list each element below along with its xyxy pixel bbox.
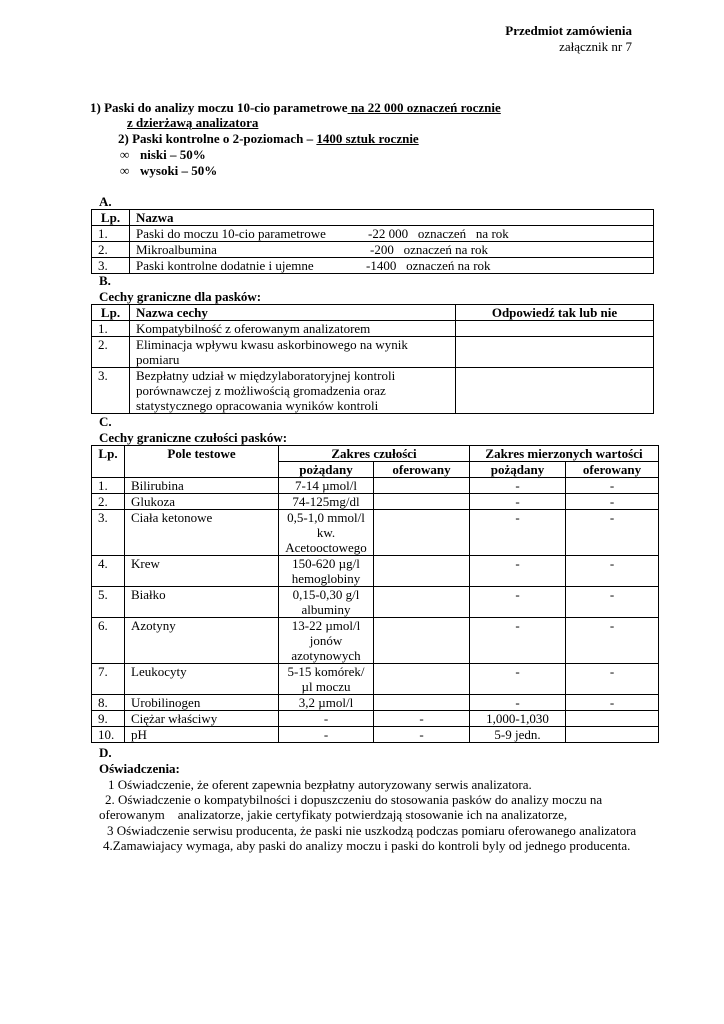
table-b-header-feature: Nazwa cechy: [130, 305, 456, 321]
table-row: [92, 368, 654, 414]
row-offered: -: [374, 711, 470, 727]
row-desired-line: jonów: [309, 633, 343, 648]
table-row: [92, 226, 654, 242]
row-measured-offered: -: [566, 587, 659, 618]
row-name: [130, 258, 654, 274]
row-desired: [279, 711, 374, 727]
row-measured-desired: -: [470, 556, 566, 587]
intro-item-1-quantity: na 22 000 oznaczeń rocznie: [347, 100, 501, 115]
row-field: Glukoza: [125, 494, 279, 510]
table-a-header-row: [92, 210, 654, 226]
row-lp: 3.: [92, 368, 130, 414]
row-desired-line: 150-620 µg/l: [292, 556, 360, 571]
row-answer-cell[interactable]: [456, 337, 654, 368]
row-feature-line: pomiaru: [136, 352, 180, 367]
table-row: [92, 711, 659, 727]
table-row: [92, 337, 654, 368]
row-feature-line: porównawczej z możliwością gromadzenia oraz: [136, 383, 386, 398]
row-desired-line: 74-125mg/dl: [292, 494, 360, 509]
statement-2-continued: oferowanym analizatorze, jakie certyfikaty potwierdzają stosowanie ich na analizatorze,: [99, 807, 568, 822]
row-lp: 1.: [92, 478, 125, 494]
intro-item-1-lease-text: z dzierżawą analizatora: [127, 115, 259, 130]
table-b: [91, 304, 654, 414]
table-b-header-row: [92, 305, 654, 321]
row-offered: [374, 695, 470, 711]
row-desired: [279, 695, 374, 711]
row-desired-line: µl moczu: [301, 679, 351, 694]
row-lp: 2.: [92, 337, 130, 368]
row-measured-desired: 5-9 jedn.: [470, 727, 566, 743]
table-c-body: [92, 478, 659, 743]
row-offered: [374, 618, 470, 664]
row-answer-cell[interactable]: [456, 321, 654, 337]
table-c-header-measured: Zakres mierzonych wartości: [470, 446, 659, 462]
statement-1: 1 Oświadczenie, że oferent zapewnia bezpłatny autoryzowany serwis analizatora.: [108, 777, 532, 792]
table-row: [92, 258, 654, 274]
row-field: Bilirubina: [125, 478, 279, 494]
table-row: [92, 664, 659, 695]
row-name-text: Mikroalbumina: [136, 242, 217, 257]
row-feature: [130, 368, 456, 414]
table-row: [92, 242, 654, 258]
table-a: [91, 209, 654, 274]
row-lp: 3.: [92, 510, 125, 556]
row-name-text: Paski kontrolne dodatnie i ujemne: [136, 258, 314, 273]
row-measured-offered: -: [566, 510, 659, 556]
row-offered: [374, 478, 470, 494]
row-feature-line: statystycznego opracowania wyników kontroli: [136, 398, 379, 413]
intro-item-1-name: 1) Paski do analizy moczu 10-cio parametrowe: [90, 100, 348, 115]
intro-item-2: [118, 131, 419, 146]
row-offered: [374, 510, 470, 556]
table-c-header-measured-offered: oferowany: [566, 462, 659, 478]
row-feature: [130, 337, 456, 368]
row-measured-offered: -: [566, 494, 659, 510]
row-measured-desired: -: [470, 587, 566, 618]
row-lp: 3.: [92, 258, 130, 274]
row-field: Krew: [125, 556, 279, 587]
table-a-header-lp: Lp.: [92, 210, 130, 226]
row-field: Białko: [125, 587, 279, 618]
row-lp: 4.: [92, 556, 125, 587]
row-desired-line: azotynowych: [291, 648, 361, 663]
row-measured-offered: -: [566, 695, 659, 711]
row-lp: 9.: [92, 711, 125, 727]
statement-3: 3 Oświadczenie serwisu producenta, że paski nie uszkodzą podczas pomiaru oferowanego analizatora: [107, 823, 637, 838]
table-c-header-offered: oferowany: [374, 462, 470, 478]
intro-item-1: [90, 100, 501, 115]
row-lp: 1.: [92, 226, 130, 242]
infinity-bullet-icon: ∞: [120, 163, 130, 178]
row-lp: 6.: [92, 618, 125, 664]
row-desired: [279, 587, 374, 618]
section-d-title: Oświadczenia:: [99, 761, 180, 776]
section-b-letter: B.: [99, 273, 111, 288]
row-field: Ciała ketonowe: [125, 510, 279, 556]
row-lp: 7.: [92, 664, 125, 695]
row-measured-desired: -: [470, 664, 566, 695]
row-feature-line: Eliminacja wpływu kwasu askorbinowego na wynik: [136, 337, 408, 352]
row-measured-offered: -: [566, 664, 659, 695]
table-row: [92, 321, 654, 337]
bullet-high: [120, 163, 217, 178]
row-measured-offered: [566, 727, 659, 743]
statement-2: 2. Oświadczenie o kompatybilności i dopuszczeniu do stosowania pasków do analizy moczu na: [105, 792, 603, 807]
section-a-letter: A.: [99, 194, 112, 209]
row-lp: 2.: [92, 494, 125, 510]
row-name: [130, 226, 654, 242]
row-quantity: -1400 oznaczeń na rok: [366, 258, 491, 273]
row-desired: [279, 727, 374, 743]
row-measured-desired: -: [470, 478, 566, 494]
row-field: Urobilinogen: [125, 695, 279, 711]
row-desired: [279, 618, 374, 664]
row-field: Azotyny: [125, 618, 279, 664]
intro-item-1-lease: [97, 115, 258, 130]
table-row: [92, 510, 659, 556]
table-a-header-name: Nazwa: [130, 210, 654, 226]
row-feature-line: Bezpłatny udział w międzylaboratoryjnej kontroli: [136, 368, 396, 383]
row-desired-line: 13-22 µmol/l: [291, 618, 361, 633]
table-row: [92, 556, 659, 587]
table-c-header-desired: pożądany: [279, 462, 374, 478]
bullet-high-text: wysoki – 50%: [140, 163, 218, 178]
bullet-low-text: niski – 50%: [140, 147, 206, 162]
section-d-letter: D.: [99, 745, 112, 760]
section-b-title: Cechy graniczne dla pasków:: [99, 289, 262, 304]
row-field: Leukocyty: [125, 664, 279, 695]
table-row: [92, 587, 659, 618]
table-b-header-answer: Odpowiedź tak lub nie: [456, 305, 654, 321]
statement-4: 4.Zamawiajacy wymaga, aby paski do analizy moczu i paski do kontroli byly od jednego producenta.: [103, 838, 631, 853]
table-c-header-measured-desired: pożądany: [470, 462, 566, 478]
row-name-text: Paski do moczu 10-cio parametrowe: [136, 226, 326, 241]
row-offered: [374, 494, 470, 510]
row-desired-line: kw.: [316, 525, 336, 540]
intro-item-2-name: 2) Paski kontrolne o 2-poziomach –: [118, 131, 317, 146]
row-offered: [374, 587, 470, 618]
row-desired-line: 5-15 komórek/: [287, 664, 365, 679]
row-desired-line: Acetooctowego: [285, 540, 367, 555]
table-row: [92, 618, 659, 664]
infinity-bullet-icon: ∞: [120, 147, 130, 162]
row-desired-line: 7-14 µmol/l: [294, 478, 358, 493]
row-lp: 5.: [92, 587, 125, 618]
row-desired-line: -: [323, 727, 329, 742]
row-measured-desired: -: [470, 494, 566, 510]
row-desired-line: 3,2 µmol/l: [298, 695, 354, 710]
row-desired-line: -: [323, 711, 329, 726]
row-offered: [374, 664, 470, 695]
row-measured-desired: 1,000-1,030: [470, 711, 566, 727]
row-measured-desired: -: [470, 618, 566, 664]
row-quantity: -22 000 oznaczeń na rok: [368, 226, 509, 241]
row-lp: 2.: [92, 242, 130, 258]
row-measured-desired: -: [470, 695, 566, 711]
section-c-letter: C.: [99, 414, 112, 429]
row-measured-offered: -: [566, 556, 659, 587]
row-name: [130, 242, 654, 258]
bullet-low: [120, 147, 206, 162]
table-c-header-range: Zakres czułości: [279, 446, 470, 462]
row-desired: [279, 664, 374, 695]
row-lp: 8.: [92, 695, 125, 711]
section-c-title: Cechy graniczne czułości pasków:: [99, 430, 288, 445]
table-c-header-row-1: [92, 446, 659, 462]
row-field: pH: [125, 727, 279, 743]
row-answer-cell[interactable]: [456, 368, 654, 414]
row-desired-line: hemoglobiny: [291, 571, 361, 586]
table-row: [92, 478, 659, 494]
table-c-header-lp: Lp.: [92, 446, 125, 478]
row-offered: [374, 556, 470, 587]
table-b-header-lp: Lp.: [92, 305, 130, 321]
table-row: [92, 494, 659, 510]
row-quantity: -200 oznaczeń na rok: [370, 242, 489, 257]
row-desired-line: 0,15-0,30 g/l: [292, 587, 360, 602]
table-c: [91, 445, 659, 743]
row-desired: [279, 478, 374, 494]
row-lp: 10.: [92, 727, 125, 743]
row-desired: [279, 556, 374, 587]
row-measured-offered: -: [566, 478, 659, 494]
table-row: [92, 727, 659, 743]
document-title: Przedmiot zamówienia: [505, 23, 632, 38]
row-desired: [279, 510, 374, 556]
row-desired-line: 0,5-1,0 mmol/l: [287, 510, 365, 525]
row-feature: Kompatybilność z oferowanym analizatorem: [130, 321, 456, 337]
table-c-header-field: Pole testowe: [125, 446, 279, 478]
row-offered: -: [374, 727, 470, 743]
row-field: Ciężar właściwy: [125, 711, 279, 727]
row-lp: 1.: [92, 321, 130, 337]
row-measured-desired: -: [470, 510, 566, 556]
row-desired-line: albuminy: [301, 602, 351, 617]
table-row: [92, 695, 659, 711]
row-desired: [279, 494, 374, 510]
row-measured-offered: [566, 711, 659, 727]
row-measured-offered: -: [566, 618, 659, 664]
annex-number: załącznik nr 7: [559, 39, 632, 54]
intro-item-2-quantity: 1400 sztuk rocznie: [316, 131, 419, 146]
